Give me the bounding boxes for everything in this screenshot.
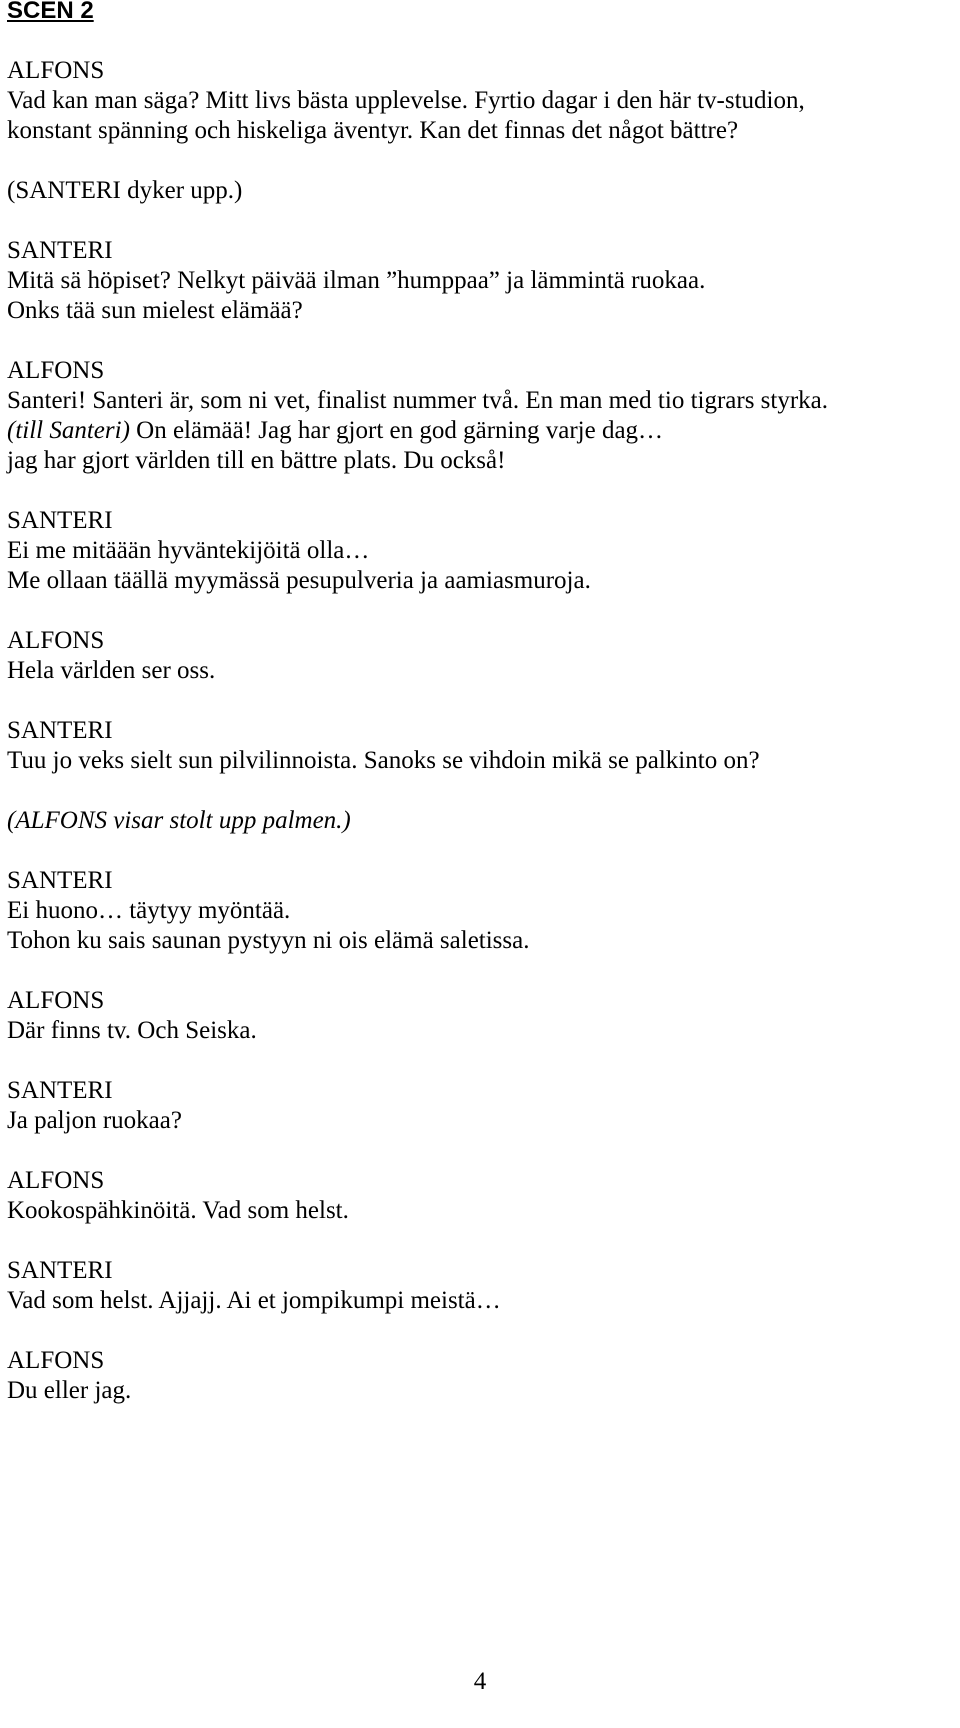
dialogue-block <box>7 506 952 596</box>
dialogue-line: Vad som helst. Ajjajj. Ai et jompikumpi meistä… <box>7 1287 501 1314</box>
speaker-name: SANTERI <box>7 1257 113 1284</box>
speaker-name: ALFONS <box>7 1167 105 1194</box>
dialogue-line: Ja paljon ruokaa? <box>7 1107 182 1134</box>
dialogue-text: On elämää! Jag har gjort en god gärning varje dag… <box>129 417 664 444</box>
dialogue-block <box>7 626 952 686</box>
dialogue-line: Du eller jag. <box>7 1377 132 1404</box>
speaker-name: SANTERI <box>7 717 113 744</box>
speaker-name: ALFONS <box>7 57 105 84</box>
inline-direction: (till Santeri) <box>7 417 130 444</box>
dialogue-line: Santeri! Santeri är, som ni vet, finalist nummer två. En man med tio tigrars styrka. <box>7 387 829 414</box>
dialogue-line: Tohon ku sais saunan pystyyn ni ois elämä saletissa. <box>7 927 530 954</box>
dialogue-line: Kookospähkinöitä. Vad som helst. <box>7 1197 349 1224</box>
dialogue-block <box>7 1346 952 1406</box>
speaker-name: ALFONS <box>7 357 105 384</box>
dialogue-block <box>7 356 952 476</box>
dialogue-line: Vad kan man säga? Mitt livs bästa upplevelse. Fyrtio dagar i den här tv-studion, <box>7 87 805 114</box>
dialogue-line: Mitä sä höpiset? Nelkyt päivää ilman ”humppaa” ja lämmintä ruokaa. <box>7 267 706 294</box>
speaker-name: SANTERI <box>7 867 113 894</box>
dialogue-block <box>7 986 952 1046</box>
dialogue-line: Ei me mitäään hyväntekijöitä olla… <box>7 537 370 564</box>
stage-direction-text: (SANTERI dyker upp.) <box>7 177 243 204</box>
dialogue-line: konstant spänning och hiskeliga äventyr. Kan det finnas det något bättre? <box>7 117 739 144</box>
scene-heading: SCEN 2 <box>7 0 94 24</box>
speaker-name: SANTERI <box>7 237 113 264</box>
dialogue-block <box>7 1166 952 1226</box>
dialogue-block <box>7 236 952 326</box>
speaker-name: ALFONS <box>7 987 105 1014</box>
page-number: 4 <box>473 1668 487 1695</box>
stage-direction <box>7 176 952 206</box>
dialogue-block <box>7 56 952 146</box>
speaker-name: ALFONS <box>7 1347 105 1374</box>
dialogue-block <box>7 1076 952 1136</box>
dialogue-line: jag har gjort världen till en bättre plats. Du också! <box>7 447 506 474</box>
dialogue-line <box>7 416 952 446</box>
dialogue-block <box>7 1256 952 1316</box>
stage-direction-text: (ALFONS visar stolt upp palmen.) <box>7 807 351 834</box>
dialogue-line: Ei huono… täytyy myöntää. <box>7 897 291 924</box>
dialogue-line: Där finns tv. Och Seiska. <box>7 1017 257 1044</box>
dialogue-line: Onks tää sun mielest elämää? <box>7 297 303 324</box>
dialogue-block <box>7 716 952 776</box>
dialogue-block <box>7 866 952 956</box>
speaker-name: SANTERI <box>7 507 113 534</box>
stage-direction <box>7 806 952 836</box>
dialogue-line: Me ollaan täällä myymässä pesupulveria ja aamiasmuroja. <box>7 567 591 594</box>
dialogue-line: Hela världen ser oss. <box>7 657 216 684</box>
speaker-name: SANTERI <box>7 1077 113 1104</box>
speaker-name: ALFONS <box>7 627 105 654</box>
script-page <box>7 0 952 1436</box>
dialogue-line: Tuu jo veks sielt sun pilvilinnoista. Sanoks se vihdoin mikä se palkinto on? <box>7 747 760 774</box>
